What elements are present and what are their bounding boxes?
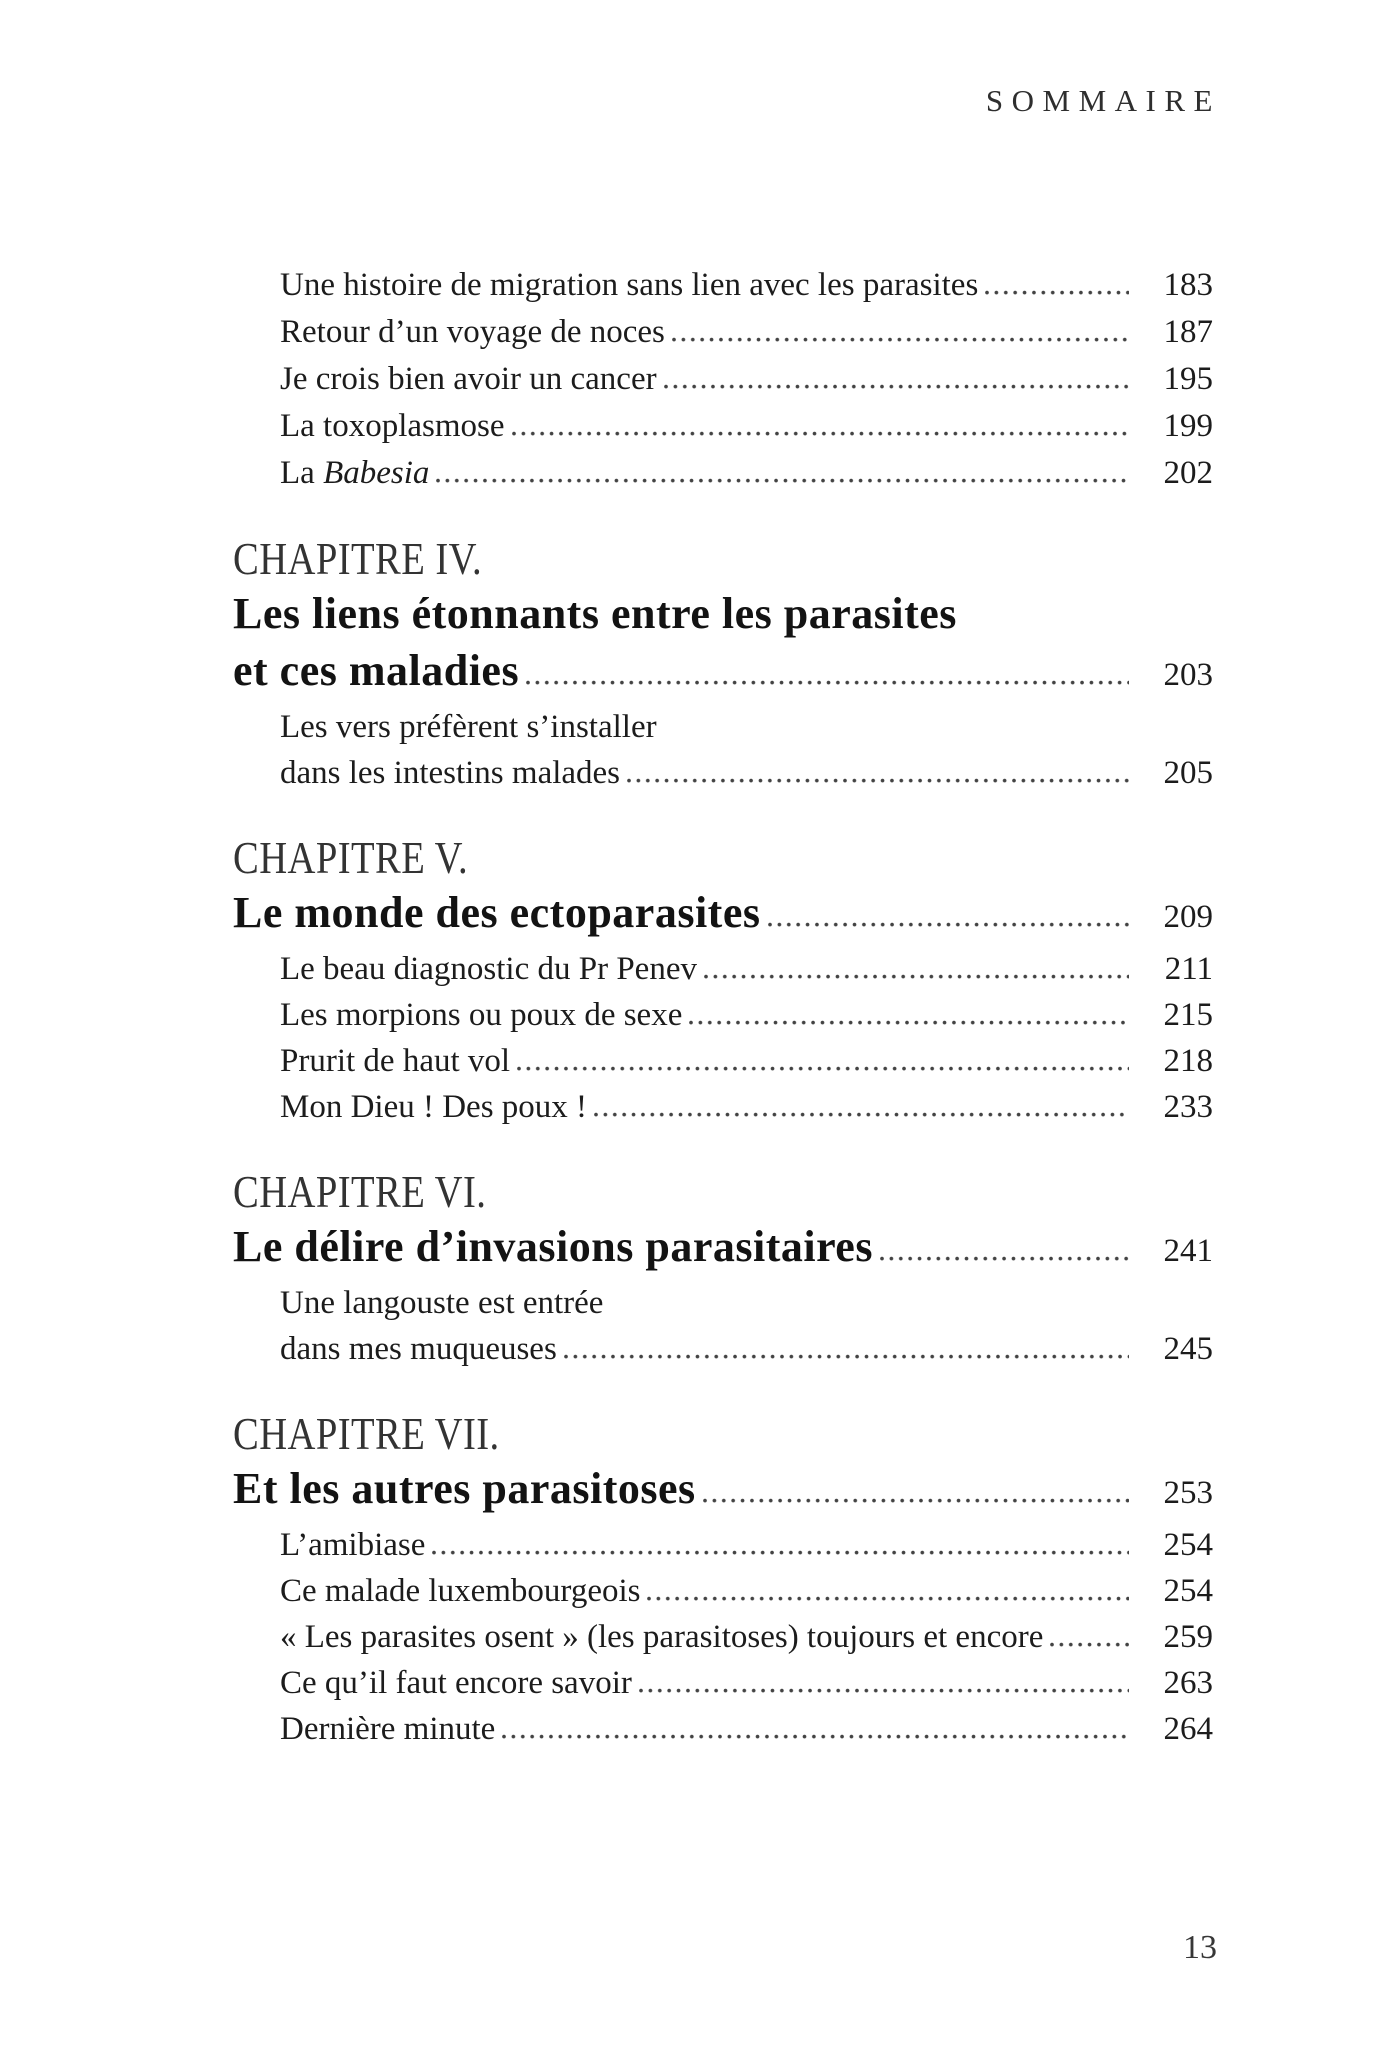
page-number: 218 [1163,1043,1213,1079]
page-number: 245 [1163,1331,1213,1367]
toc-entry [233,403,1213,450]
toc-entry [233,1522,1213,1568]
entry-text [280,704,657,750]
entry-text [280,1614,1043,1660]
chapter-title-line [233,642,1213,704]
toc-entry [233,309,1213,356]
entry-text [280,450,429,497]
dot-leader [664,384,1129,389]
toc-entry [233,1568,1213,1614]
toc-entry-line [280,450,1213,497]
dot-leader [502,1734,1129,1739]
dot-leader [526,680,1129,685]
toc-entry [233,1660,1213,1706]
page-number: 203 [1163,657,1213,693]
toc-entry-line [280,1522,1213,1568]
toc-entry-line [280,992,1213,1038]
dot-leader [517,1066,1129,1071]
entry-text-segment: Prurit de haut vol [280,1043,511,1079]
entry-text-segment: Et les autres parasitoses [233,1464,696,1513]
chapter-title [233,585,1213,704]
toc-entry [233,946,1213,992]
entry-text [280,1038,510,1084]
page-number: 211 [1164,951,1213,987]
entry-text-segment: Le beau diagnostic du Pr Penev [280,951,697,987]
entry-text [233,642,519,699]
chapter-label: CHAPITRE VI. [233,1166,487,1217]
chapter-title-line [233,884,1213,946]
entry-text [233,1460,696,1517]
dot-leader [627,778,1129,783]
chapter-title [233,1460,1213,1522]
entry-text-segment: Ce malade luxembourgeois [280,1573,641,1609]
toc-entry-line [280,356,1213,403]
dot-leader [639,1688,1129,1693]
entry-text-segment: Le monde des ectoparasites [233,888,761,937]
toc-entry [233,1280,1213,1372]
toc-entry [233,704,1213,796]
page-number: 187 [1163,314,1213,350]
toc-entry [233,356,1213,403]
toc-entry [233,1614,1213,1660]
dot-leader [647,1596,1129,1601]
toc-chapter [233,832,1213,1130]
toc-entry-line [280,946,1213,992]
entry-text [280,1084,587,1130]
entry-text [233,884,761,941]
page-number: 195 [1163,361,1213,397]
dot-leader [704,974,1129,979]
entry-text-segment: Je crois bien avoir un cancer [280,361,657,397]
entry-text [280,1706,495,1752]
page-number: 199 [1163,408,1213,444]
page-number: 259 [1163,1619,1213,1655]
entry-text-segment: Une histoire de migration sans lien avec les parasites [280,267,979,303]
dot-leader [768,922,1130,927]
entry-text-segment: Les vers préfèrent s’installer [280,709,657,745]
toc-entry-line [280,1084,1213,1130]
entry-text [280,1326,557,1372]
chapter-entries [233,1280,1213,1372]
toc-entry-line [280,1038,1213,1084]
toc-entry-line [280,309,1213,356]
page-number: 202 [1163,455,1213,491]
entry-text-segment: Dernière minute [280,1711,496,1747]
entry-text-segment: Une langouste est entrée [280,1285,604,1321]
entry-text [280,1660,632,1706]
toc-entry-line [280,1326,1213,1372]
toc-entry [233,992,1213,1038]
toc-entry-line [280,1614,1213,1660]
page-title: SOMMAIRE [985,83,1221,118]
chapter-label: CHAPITRE VII. [233,1408,500,1459]
entry-text [280,403,505,450]
dot-leader [703,1498,1129,1503]
dot-leader [880,1256,1129,1261]
chapter-title-line [233,1218,1213,1280]
entry-text-italic: Babesia [323,455,430,491]
dot-leader [564,1354,1129,1359]
toc-entry-line [280,403,1213,450]
toc-intro-section [233,262,1213,497]
toc-chapter [233,1166,1213,1372]
toc-entry-line [280,1568,1213,1614]
chapter-label: CHAPITRE V. [233,832,469,883]
chapter-title-line [233,1460,1213,1522]
toc-entry [233,262,1213,309]
chapter-entries [233,704,1213,796]
dot-leader [436,478,1129,483]
entry-text-segment: La toxoplasmose [280,408,505,444]
entry-text-segment: L’amibiase [280,1527,426,1563]
entry-text [280,992,682,1038]
entry-text [280,356,657,403]
dot-leader [432,1550,1129,1555]
dot-leader [594,1112,1129,1117]
toc-entry-line [280,262,1213,309]
page-number: 254 [1163,1573,1213,1609]
entry-text-segment: La [280,455,324,491]
page-number: 263 [1163,1665,1213,1701]
toc-entry [233,1038,1213,1084]
folio-page-number: 13 [1183,1929,1217,1966]
entry-text [233,1218,873,1275]
page-number: 183 [1163,267,1213,303]
chapter-entries [233,946,1213,1130]
dot-leader [1050,1642,1129,1647]
toc-entry-line [280,1280,1213,1326]
entry-text [280,262,978,309]
toc-entry [233,1084,1213,1130]
entry-text-segment: « Les parasites osent » (les parasitoses) toujours et encore [280,1619,1044,1655]
entry-text-segment: et ces maladies [233,646,520,695]
chapter-title [233,884,1213,946]
toc-entry-line [280,750,1213,796]
dot-leader [672,337,1129,342]
chapter-entries [233,1522,1213,1752]
page-number: 254 [1163,1527,1213,1563]
toc [233,262,1213,1752]
entry-text-segment: Les morpions ou poux de sexe [280,997,683,1033]
entry-text [280,1568,640,1614]
toc-entry [233,1706,1213,1752]
entry-text-segment: Mon Dieu ! Des poux ! [280,1089,588,1125]
dot-leader [985,290,1129,295]
toc-chapter [233,1408,1213,1752]
entry-text [280,750,620,796]
entry-text-segment: dans mes muqueuses [280,1331,557,1367]
page-number: 264 [1163,1711,1213,1747]
page-number: 215 [1163,997,1213,1033]
toc-entry-line [280,1706,1213,1752]
page-number: 253 [1163,1475,1213,1511]
entry-text [233,585,957,642]
entry-text [280,309,665,356]
page-number: 209 [1163,899,1213,935]
page-number: 233 [1163,1089,1213,1125]
entry-text-segment: Les liens étonnants entre les parasites [233,589,957,638]
toc-entry-line [280,1660,1213,1706]
chapter-title [233,1218,1213,1280]
chapter-title-line [233,585,1213,642]
entry-text [280,1522,425,1568]
toc-entry [233,450,1213,497]
entry-text-segment: Ce qu’il faut encore savoir [280,1665,632,1701]
dot-leader [512,431,1129,436]
entry-text-segment: Retour d’un voyage de noces [280,314,665,350]
chapter-label: CHAPITRE IV. [233,533,483,584]
entry-text-segment: Le délire d’invasions parasitaires [233,1222,873,1271]
toc-entry-line [280,704,1213,750]
page-number: 205 [1163,755,1213,791]
toc-chapter [233,533,1213,796]
dot-leader [689,1020,1129,1025]
page-number: 241 [1163,1233,1213,1269]
entry-text [280,1280,603,1326]
entry-text-segment: dans les intestins malades [280,755,621,791]
entry-text [280,946,697,992]
